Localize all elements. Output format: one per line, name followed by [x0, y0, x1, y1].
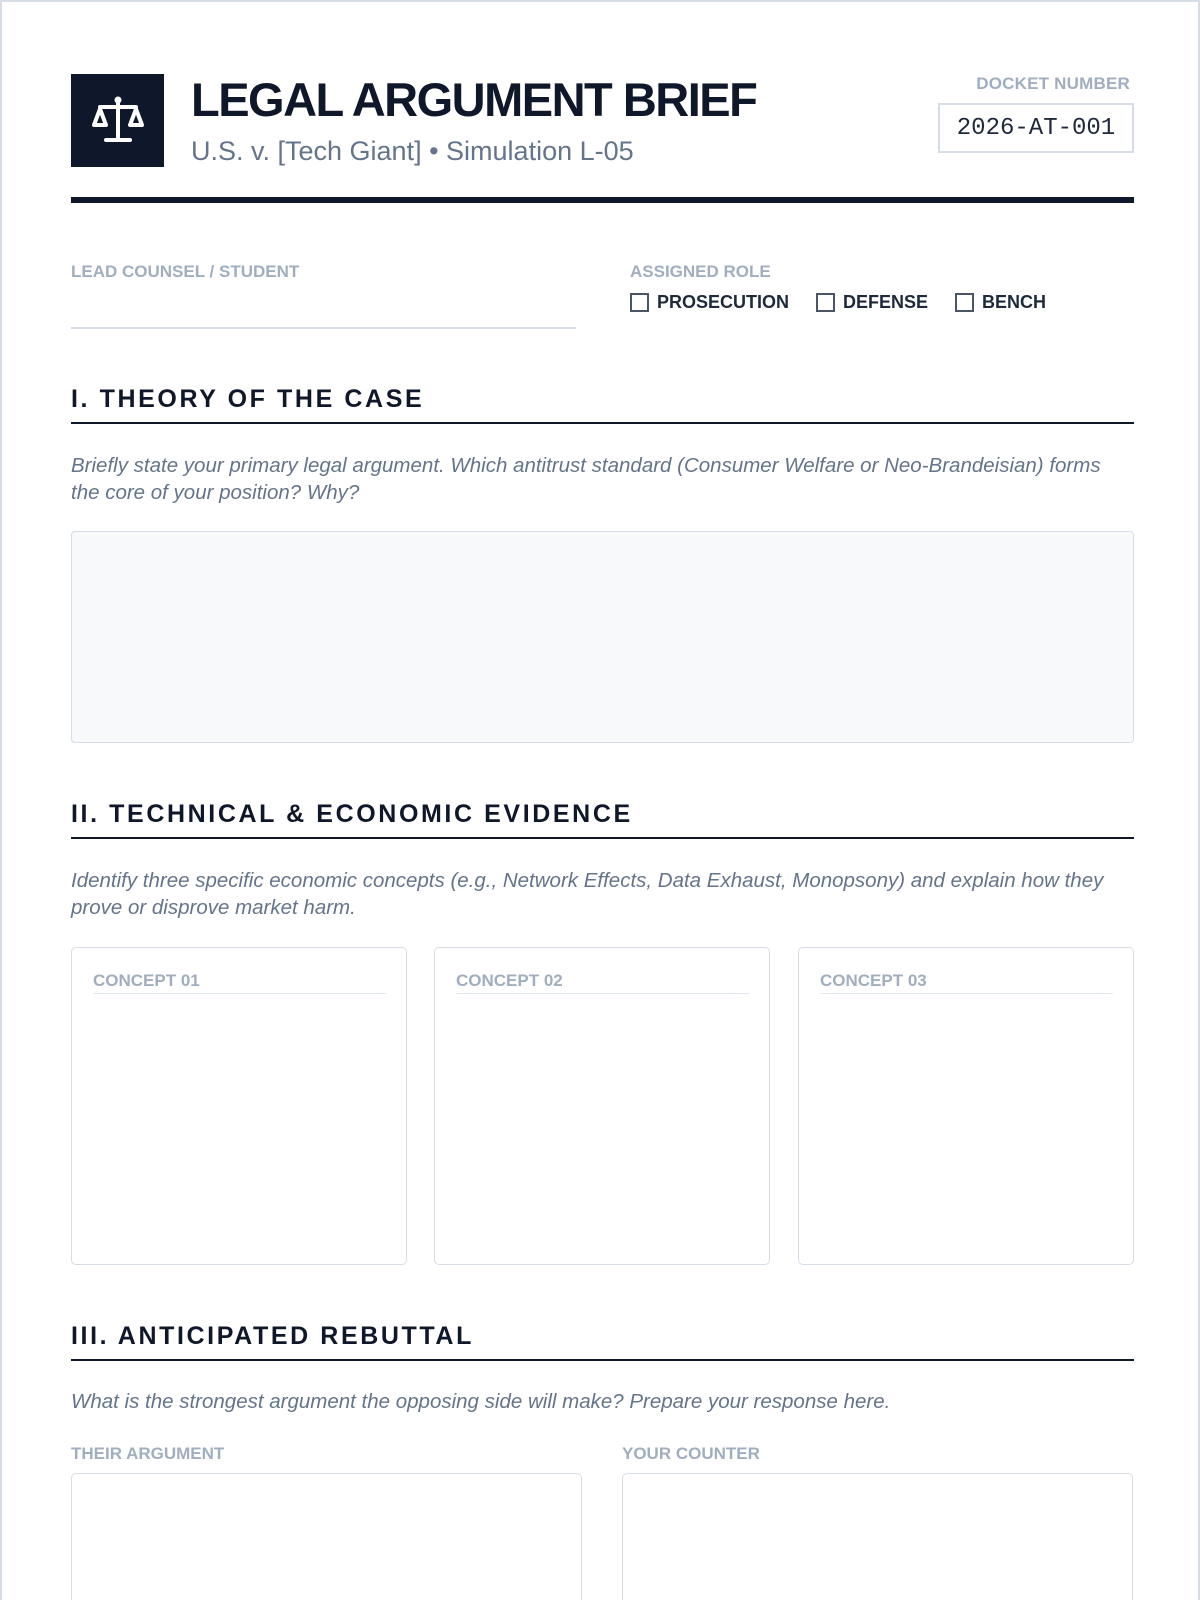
concept-card-2[interactable]: [434, 947, 770, 1265]
concept-label: CONCEPT 01: [93, 971, 200, 990]
checkbox[interactable]: [955, 293, 974, 312]
case-subtitle: U.S. v. [Tech Giant] • Simulation L-05: [191, 136, 634, 166]
header-divider: [71, 197, 1134, 203]
their-argument-label: THEIR ARGUMENT: [71, 1444, 225, 1463]
concept-title-line[interactable]: [820, 993, 1113, 994]
role-option-bench[interactable]: [955, 292, 1046, 313]
section-rebuttal-prompt: What is the strongest argument the opposing side will make? Prepare your response here.: [71, 1390, 891, 1413]
logo: [71, 74, 164, 167]
concept-card-3[interactable]: [798, 947, 1134, 1265]
section-theory-title: I. THEORY OF THE CASE: [71, 385, 425, 413]
checkbox[interactable]: [630, 293, 649, 312]
scales-of-justice-icon: [90, 93, 146, 149]
section-theory-prompt: Briefly state your primary legal argument. Which antitrust standard (Consumer Welfare or Neo-Brandeisian) forms the core of your position? Why?: [71, 454, 1101, 504]
docket-number-field[interactable]: 2026-AT-001: [938, 103, 1134, 153]
checkbox[interactable]: [816, 293, 835, 312]
assigned-role-label: ASSIGNED ROLE: [630, 262, 771, 281]
concept-label: CONCEPT 02: [456, 971, 563, 990]
section-divider: [71, 422, 1134, 424]
concept-label: CONCEPT 03: [820, 971, 927, 990]
their-argument-field[interactable]: [71, 1473, 582, 1600]
assigned-role-options: [630, 292, 1073, 313]
your-counter-label: YOUR COUNTER: [622, 1444, 760, 1463]
role-option-prosecution[interactable]: [630, 292, 789, 313]
role-option-label: DEFENSE: [843, 292, 929, 312]
section-evidence-title: II. TECHNICAL & ECONOMIC EVIDENCE: [71, 800, 633, 828]
section-divider: [71, 837, 1134, 839]
concept-card-1[interactable]: [71, 947, 407, 1265]
page-title: LEGAL ARGUMENT BRIEF: [191, 73, 757, 126]
role-option-label: BENCH: [982, 292, 1047, 312]
concept-title-line[interactable]: [456, 993, 749, 994]
section-evidence-prompt: Identify three specific economic concepts (e.g., Network Effects, Data Exhaust, Monopsony) and explain how they prove or disprove market harm.: [71, 869, 1104, 919]
role-option-label: PROSECUTION: [657, 292, 790, 312]
your-counter-field[interactable]: [622, 1473, 1133, 1600]
lead-counsel-label: LEAD COUNSEL / STUDENT: [71, 262, 300, 281]
section-divider: [71, 1359, 1134, 1361]
docket-number-label: DOCKET NUMBER: [976, 74, 1130, 93]
lead-counsel-field[interactable]: [71, 327, 576, 329]
concept-title-line[interactable]: [93, 993, 386, 994]
role-option-defense[interactable]: [816, 292, 928, 313]
section-rebuttal-title: III. ANTICIPATED REBUTTAL: [71, 1322, 474, 1350]
theory-response-field[interactable]: [71, 531, 1134, 743]
